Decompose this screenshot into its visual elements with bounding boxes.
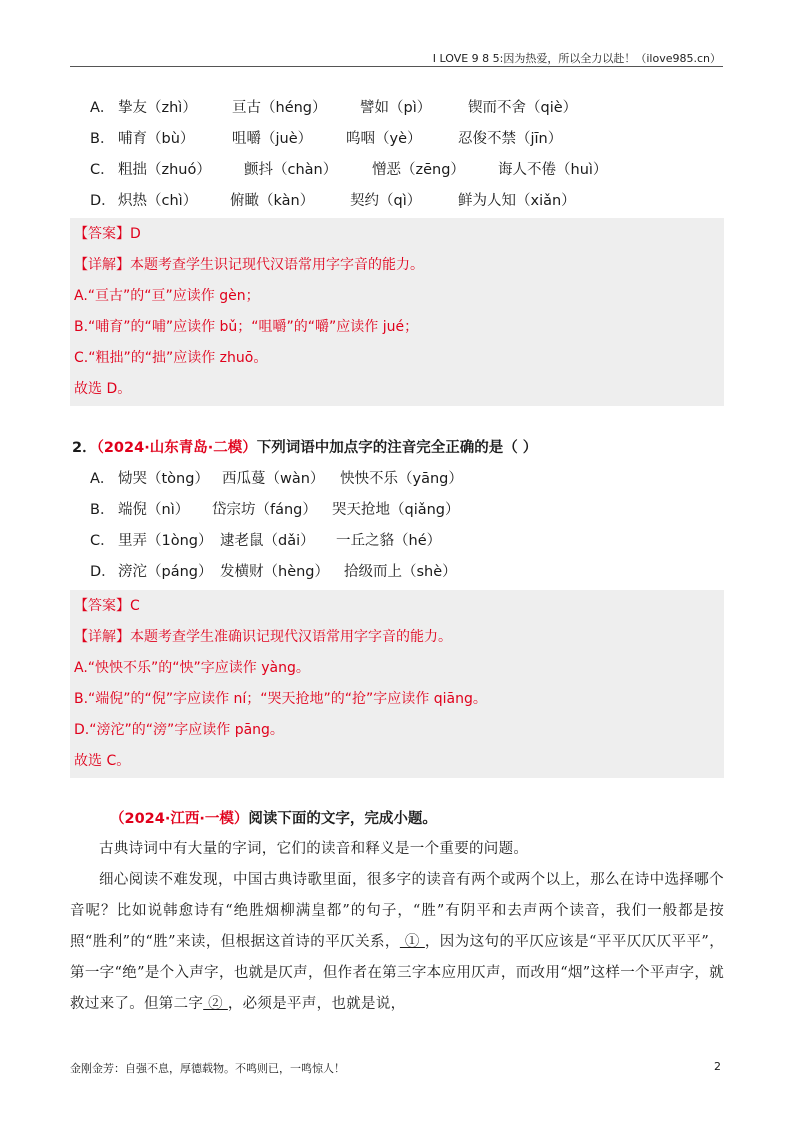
question-text: 阅读下面的文字，完成小题。 <box>248 811 437 827</box>
option-word: 逮老鼠（dǎi） <box>220 533 315 549</box>
detail-label: 【详解】 <box>74 257 130 273</box>
question-source: （2024·江西·一模） <box>110 811 249 827</box>
option-word: 哭天抢地（qiǎng） <box>332 502 460 518</box>
passage-text: ，必须是平声，也就是说， <box>227 996 406 1012</box>
detail-line <box>74 626 452 646</box>
passage-text: 细心阅读不难发现，中国古典诗歌里面，很多字的读音有两个或两个以上，那么在诗中选择哪个音呢？比如说韩愈诗有“绝胜烟柳满皇都”的句子，“胜”有阴平和去声两个读音，我们一般都是按照“胜利”的“胜”来读，但根据这首诗的平仄关系， <box>70 872 724 950</box>
option-word: 呜咽（yè） <box>346 131 422 147</box>
q2-stem <box>72 436 537 457</box>
option-word: 锲而不舍（qiè） <box>468 100 578 116</box>
option-word: 恸哭（tòng） <box>118 471 209 487</box>
detail-text: 本题考查学生准确识记现代汉语常用字字音的能力。 <box>130 629 452 645</box>
detail-label: 【详解】 <box>74 629 130 645</box>
option-word: 咀嚼（juè） <box>232 131 313 147</box>
answer-label: 【答案】C <box>74 598 140 614</box>
question-source: （2024·山东青岛·二模） <box>96 440 257 456</box>
option-word: 岱宗坊（fáng） <box>212 502 317 518</box>
option-word: 忍俊不禁（jīn） <box>458 131 563 147</box>
blank-1: ① <box>399 934 425 950</box>
option-word: 西瓜蔓（wàn） <box>222 471 325 487</box>
detail-text: 本题考查学生识记现代汉语常用字字音的能力。 <box>130 257 424 273</box>
option-letter: A． <box>90 471 115 487</box>
detail-line <box>74 254 424 274</box>
option-word: 炽热（chì） <box>118 193 198 209</box>
option-letter: C． <box>90 533 115 549</box>
explanation-a: A.“亘古”的“亘”应读作 gèn； <box>74 288 260 304</box>
option-letter: A． <box>90 100 115 116</box>
option-word: 挚友（zhì） <box>118 100 197 116</box>
option-word: 鲜为人知（xiǎn） <box>458 193 576 209</box>
explanation-d: D.“滂沱”的“滂”字应读作 pāng。 <box>74 722 284 738</box>
passage-paragraph-1: 古典诗词中有大量的字词，它们的读音和释义是一个重要的问题。 <box>99 841 529 857</box>
page-header: I LOVE 9 8 5:因为热爱，所以全力以赴！（ilove985.cn） <box>432 52 721 65</box>
conclusion: 故选 C。 <box>74 753 131 769</box>
header-rule <box>70 66 723 67</box>
option-word: 怏怏不乐（yāng） <box>340 471 463 487</box>
blank-2: ② <box>203 996 228 1012</box>
option-letter: C． <box>90 162 115 178</box>
q3-stem <box>110 807 437 828</box>
question-number: 2． <box>72 440 97 456</box>
passage-paragraph-2 <box>70 865 724 1020</box>
option-word: 一丘之貉（hé） <box>336 533 442 549</box>
option-word: 里弄（1òng） <box>118 533 213 549</box>
option-word: 哺育（bù） <box>118 131 195 147</box>
option-word: 拾级而上（shè） <box>344 564 457 580</box>
explanation-c: C.“粗拙”的“拙”应读作 zhuō。 <box>74 350 268 366</box>
option-word: 端倪（nì） <box>118 502 190 518</box>
passage-text: ，因为这句的平仄应该是“平平仄仄仄平平”，第一字“绝”是个入声字，也就是仄声，但作者在第三字本应用仄声，而改用“烟”这样一个平声字，就救过来了。但第二字 <box>70 934 724 1012</box>
explanation-b: B.“哺育”的“哺”应读作 bǔ；“咀嚼”的“嚼”应读作 jué； <box>74 319 419 335</box>
option-word: 俯瞰（kàn） <box>230 193 315 209</box>
option-word: 契约（qì） <box>350 193 422 209</box>
option-word: 憎恶（zēng） <box>372 162 465 178</box>
option-word: 颤抖（chàn） <box>244 162 338 178</box>
option-letter: D． <box>90 564 116 580</box>
conclusion: 故选 D。 <box>74 381 132 397</box>
option-word: 亘古（héng） <box>232 100 327 116</box>
option-letter: D． <box>90 193 116 209</box>
option-word: 譬如（pì） <box>360 100 432 116</box>
reading-passage <box>70 834 724 1020</box>
question-text: 下列词语中加点字的注音完全正确的是（ ） <box>256 440 538 456</box>
option-word: 粗拙（zhuó） <box>118 162 211 178</box>
answer-label: 【答案】D <box>74 226 141 242</box>
option-letter: B． <box>90 131 115 147</box>
option-word: 诲人不倦（huì） <box>498 162 608 178</box>
option-word: 滂沱（páng） <box>118 564 213 580</box>
option-letter: B． <box>90 502 115 518</box>
page-number: 2 <box>714 1060 721 1073</box>
option-word: 发横财（hèng） <box>220 564 330 580</box>
explanation-a: A.“怏怏不乐”的“怏”字应读作 yàng。 <box>74 660 310 676</box>
q1-answer-box <box>70 218 724 406</box>
footer-motto: 金刚金芳：自强不息，厚德载物。不鸣则已，一鸣惊人！ <box>70 1062 345 1075</box>
q2-answer-box <box>70 590 724 778</box>
explanation-b: B.“端倪”的“倪”字应读作 ní；“哭天抢地”的“抢”字应读作 qiāng。 <box>74 691 487 707</box>
